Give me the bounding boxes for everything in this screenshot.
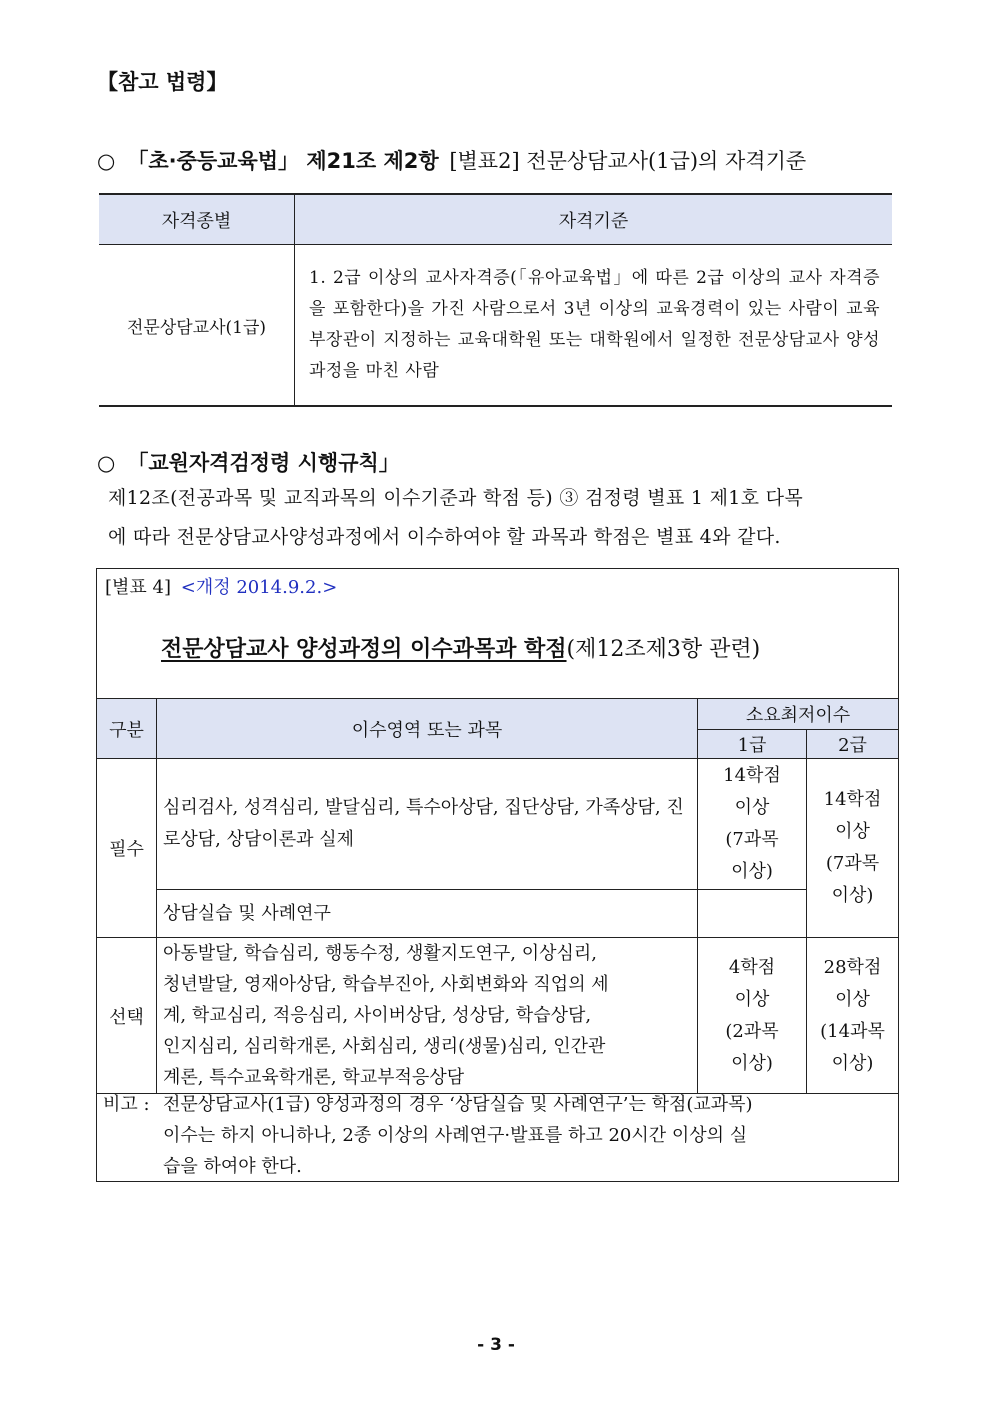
header-grade2: 2급 <box>807 730 899 759</box>
elective-line: 청년발달, 영재아상담, 학습부진아, 사회변화와 직업의 세 <box>163 974 609 995</box>
practice-subject: 상담실습 및 사례연구 <box>157 890 698 938</box>
annex-title-main: 전문상담교사 양성과정의 이수과목과 학점 <box>161 637 567 662</box>
required-grade1-line: 이상) <box>731 861 773 882</box>
elective-grade1-line: 이상) <box>731 1052 773 1074</box>
qualification-criteria-cell: 1. 2급 이상의 교사자격증(「유아교육법」에 따른 2급 이상의 교사 자격증을 포함한다)을 가진 사람으로서 3년 이상의 교육경력이 있는 사람이 교육부장관이 지정하는 교육대학원 또는 대학원에서 일정한 전문상담교사 양성과정을 마친 사람 <box>295 245 893 407</box>
note-line: 전문상담교사(1급) 양성과정의 경우 ‘상담실습 및 사례연구’는 학점(교과목) <box>163 1094 753 1115</box>
note-label: 비고 : <box>103 1094 150 1115</box>
required-grade2-line: 이상) <box>831 885 874 906</box>
elective-line: 계, 학교심리, 적응심리, 사이버상담, 성상담, 학습상담, <box>163 1005 592 1026</box>
required-grade2-line: 14학점 <box>823 789 882 810</box>
annex-box <box>96 568 899 1182</box>
section2-para-line2: 에 따라 전문상담교사양성과정에서 이수하여야 할 과목과 학점은 별표 4와 같다. <box>108 526 781 548</box>
qualification-type-cell: 전문상담교사(1급) <box>99 245 295 407</box>
header-subject: 이수영역 또는 과목 <box>157 699 698 759</box>
note-line: 이수는 하지 아니하나, 2종 이상의 사례연구·발표를 하고 20시간 이상의 실 <box>163 1125 748 1146</box>
required-grade2 <box>807 759 899 938</box>
header-category: 구분 <box>97 699 157 759</box>
course-credit-table <box>96 698 899 1094</box>
header-min-credits: 소요최저이수 <box>698 699 899 730</box>
required-grade2-line: 이상 <box>835 821 870 842</box>
required-subjects: 심리검사, 성격심리, 발달심리, 특수아상담, 집단상담, 가족상담, 진로상담, 상담이론과 실제 <box>157 759 698 890</box>
header-qualification-criteria: 자격기준 <box>295 194 893 245</box>
header-grade1: 1급 <box>698 730 807 759</box>
required-grade1 <box>698 759 807 890</box>
elective-grade2-line: 이상) <box>831 1052 874 1074</box>
elective-label: 선택 <box>97 938 157 1094</box>
section2-law-name: 「교원자격검정령 시행규칙」 <box>127 451 400 475</box>
elective-line: 계론, 특수교육학개론, 학교부적응상담 <box>163 1067 465 1088</box>
elective-grade1 <box>698 938 807 1094</box>
elective-line: 인지심리, 심리학개론, 사회심리, 생리(생물)심리, 인간관 <box>163 1036 606 1057</box>
section2-bullet: ○ <box>97 451 116 475</box>
annex-revision: <개정 2014.9.2.> <box>180 577 338 598</box>
annex-title <box>161 632 760 663</box>
annex-label: [별표 4] <box>105 577 171 598</box>
section2-title <box>97 447 400 477</box>
elective-grade2-line: 이상 <box>835 988 870 1010</box>
required-label: 필수 <box>97 759 157 938</box>
annex-header <box>105 573 337 599</box>
elective-grade1-line: 이상 <box>734 988 770 1010</box>
practice-grade1-empty <box>698 890 807 938</box>
header-qualification-type: 자격종별 <box>99 194 295 245</box>
elective-grade2 <box>807 938 899 1094</box>
section1-title <box>97 145 806 175</box>
qualification-table <box>99 193 892 407</box>
required-grade1-line: (7과목 <box>725 829 779 850</box>
required-grade2-line: (7과목 <box>825 853 880 874</box>
section1-annex-title: [별표2] 전문상담교사(1급)의 자격기준 <box>449 149 807 173</box>
elective-grade2-line: 28학점 <box>823 956 882 978</box>
note-line: 습을 하여야 한다. <box>163 1156 302 1177</box>
annex-title-suffix: (제12조제3항 관련) <box>566 637 761 662</box>
elective-subjects <box>157 938 698 1094</box>
elective-grade1-line: (2과목 <box>725 1020 779 1042</box>
required-grade1-line: 이상 <box>734 797 770 818</box>
section2-para-line1: 제12조(전공과목 및 교직과목의 이수기준과 학점 등) ③ 검정령 별표 1 제1호 다목 <box>108 487 803 509</box>
elective-grade1-line: 4학점 <box>728 956 776 978</box>
elective-grade2-line: (14과목 <box>820 1020 885 1042</box>
reference-title: 【참고 법령】 <box>97 70 228 94</box>
section1-law-name: 「초·중등교육법」 제21조 제2항 <box>127 149 439 173</box>
elective-line: 아동발달, 학습심리, 행동수정, 생활지도연구, 이상심리, <box>163 943 598 964</box>
section1-bullet: ○ <box>97 149 116 173</box>
required-grade1-line: 14학점 <box>723 765 781 786</box>
page-number: - 3 - <box>477 1335 515 1355</box>
